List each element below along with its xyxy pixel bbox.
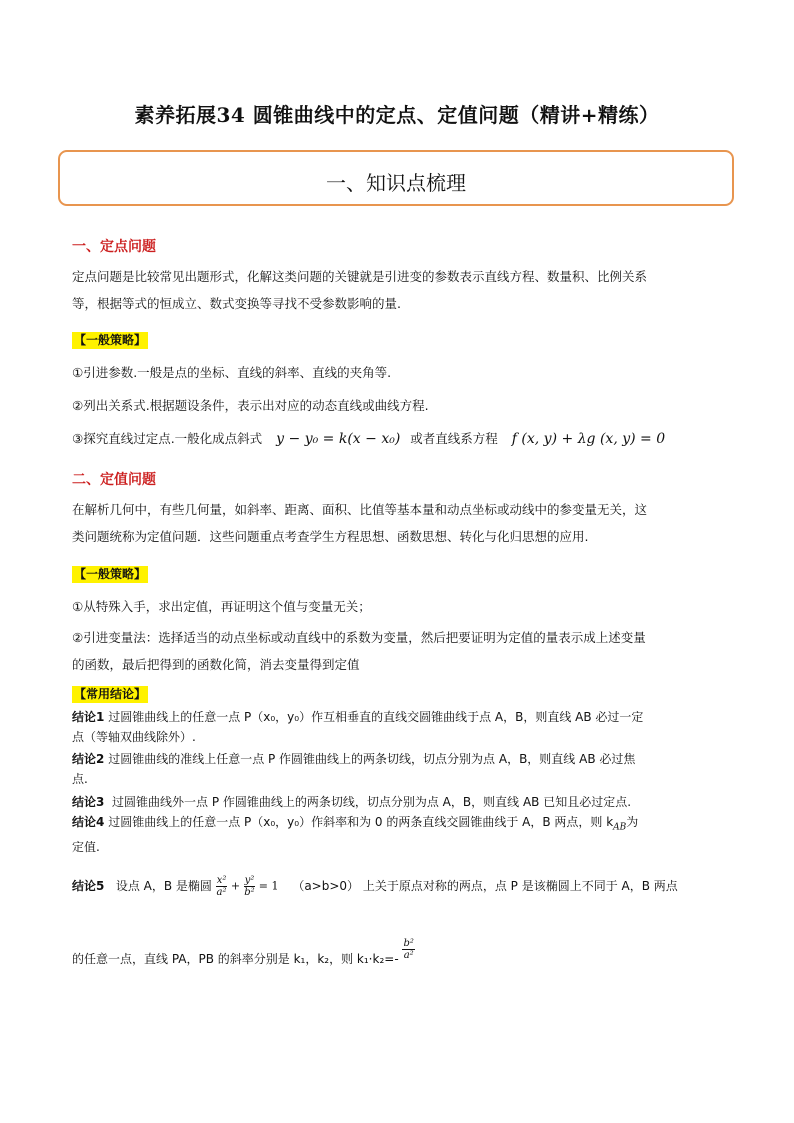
conclusion-5-line1 bbox=[72, 875, 678, 898]
strategy-step-1: ①引进参数.一般是点的坐标、直线的斜率、直线的夹角等. bbox=[72, 365, 392, 380]
conclusion-label: 结论5 bbox=[72, 879, 105, 893]
conclusion-5-line2 bbox=[72, 938, 415, 971]
text-line: 的函数，最后把得到的函数化简，消去变量得到定值 bbox=[72, 657, 360, 672]
section-title: 一、知识点梳理 bbox=[326, 171, 466, 195]
paragraph-fixed-value-intro bbox=[72, 496, 724, 550]
value-step-2 bbox=[72, 624, 724, 678]
strategy-step-2: ②列出关系式.根据题设条件，表示出对应的动态直线或曲线方程. bbox=[72, 398, 429, 413]
conclusion-4 bbox=[72, 812, 724, 857]
text-line: 定值. bbox=[72, 840, 100, 855]
text-line: 过圆锥曲线外一点 P 作圆锥曲线上的两条切线，切点分别为点 A，B，则直线 AB 已知且必过定点. bbox=[112, 795, 632, 809]
line-family-formula: f (x, y) + λg (x, y) = 0 bbox=[511, 431, 666, 447]
strategy-step-3 bbox=[72, 429, 665, 447]
step3-prefix: ③探究直线过定点.一般化成点斜式 bbox=[72, 431, 263, 446]
text-line: 上关于原点对称的两点，点 P 是该椭圆上不同于 A，B 两点 bbox=[362, 879, 678, 893]
document-title: 素养拓展34 圆锥曲线中的定点、定值问题（精讲+精练） bbox=[134, 103, 660, 127]
point-slope-formula: y − y₀ = k(x − x₀) bbox=[276, 431, 401, 447]
b2-over-a2-fraction: $\frac{\text{b²}}{\text{a²}}$ bbox=[403, 938, 414, 961]
conclusion-2 bbox=[72, 749, 724, 789]
ellipse-equation: $\frac{\text{x²}}{\text{a²}}$ + $\frac{\text{y²}}{\text{b²}}$ = 1 bbox=[216, 875, 279, 898]
text-line: 等，根据等式的恒成立、数式变换等寻找不受参数影响的量. bbox=[72, 296, 401, 311]
text-line: 类问题统称为定值问题．这些问题重点考查学生方程思想、函数思想、转化与化归思想的应用. bbox=[72, 529, 589, 544]
text-line: ②引进变量法：选择适当的动点坐标或动直线中的系数为变量，然后把要证明为定值的量表示成上述变量 bbox=[72, 630, 646, 645]
conclusion-3 bbox=[72, 792, 724, 812]
conclusion-label: 结论1 bbox=[72, 710, 105, 724]
text-line: 定点问题是比较常见出题形式，化解这类问题的关键就是引进变的参数表示直线方程、数量积、比例关系 bbox=[72, 269, 648, 284]
conclusion-1 bbox=[72, 707, 724, 747]
paragraph-fixed-point-intro bbox=[72, 263, 724, 317]
strategy-tag: 【一般策略】 bbox=[74, 333, 147, 347]
value-step-1: ①从特殊入手，求出定值，再证明这个值与变量无关； bbox=[72, 599, 371, 614]
text-tail: 为 bbox=[626, 815, 639, 829]
text-line: 在解析几何中，有些几何量，如斜率、距离、面积、比值等基本量和动点坐标或动线中的参变量无关，这 bbox=[72, 502, 648, 517]
text-line: 过圆锥曲线上的任意一点 P（x₀，y₀）作斜率和为 0 的两条直线交圆锥曲线于 A，B 两点，则 k bbox=[108, 815, 614, 829]
text-line: 的任意一点，直线 PA，PB 的斜率分别是 k₁，k₂，则 k₁·k₂=- bbox=[72, 952, 399, 966]
text-line: 点（等轴双曲线除外）. bbox=[72, 730, 196, 744]
ellipse-condition: （a>b>0） bbox=[292, 879, 360, 893]
heading-fixed-value: 二、定值问题 bbox=[72, 472, 156, 488]
conclusion-label: 结论4 bbox=[72, 815, 105, 829]
conclusion-label: 结论3 bbox=[72, 795, 105, 809]
slope-subscript: AB bbox=[613, 822, 627, 833]
conclusions-tag: 【常用结论】 bbox=[74, 687, 147, 701]
heading-fixed-point: 一、定点问题 bbox=[72, 239, 156, 255]
conclusion-label: 结论2 bbox=[72, 752, 105, 766]
text-line: 设点 A，B 是椭圆 bbox=[115, 879, 212, 893]
section-header-box bbox=[58, 150, 734, 206]
text-line: 过圆锥曲线的准线上任意一点 P 作圆锥曲线上的两条切线，切点分别为点 A，B，则直线 AB 必过焦 bbox=[108, 752, 636, 766]
text-line: 过圆锥曲线上的任意一点 P（x₀，y₀）作互相垂直的直线交圆锥曲线于点 A，B，则直线 AB 必过一定 bbox=[108, 710, 644, 724]
strategy-tag: 【一般策略】 bbox=[74, 567, 147, 581]
step3-middle: 或者直线系方程 bbox=[410, 431, 498, 446]
text-line: 点. bbox=[72, 772, 88, 786]
